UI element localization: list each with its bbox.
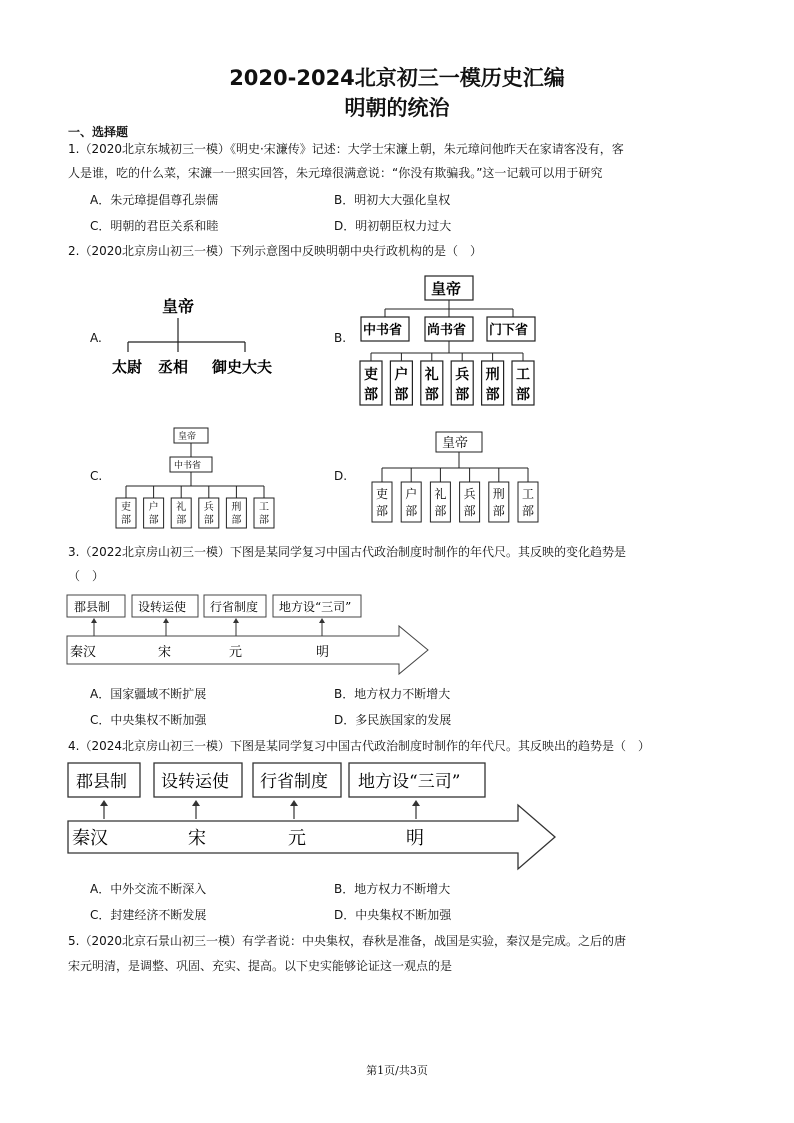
department-label: 刑 [492,487,505,501]
department-label: 部 [176,515,187,526]
q2-label-c: C. [90,469,103,483]
diagram-d [366,430,546,530]
q1-option-d: D．明初朝臣权力过大 [334,219,452,233]
department-label: 吏 [375,487,389,501]
department-label: 户 [394,367,409,383]
q1-option-a: A．朱元璋提倡尊孔崇儒 [90,193,219,207]
q3-timeline [66,594,436,676]
diagram-b-mid: 尚书省 [427,323,467,338]
q4-option-b: B．地方权力不断增大 [334,882,451,896]
department-label: 部 [521,504,535,518]
q1-option-b: B．明初大大强化皇权 [334,193,451,207]
department-label: 吏 [121,502,131,513]
department-label: 刑 [485,367,500,383]
department-label: 部 [405,504,418,518]
q3-option-a: A．国家疆域不断扩展 [90,687,207,701]
q2-label-d: D. [334,469,348,483]
department-label: 吏 [364,367,378,383]
department-label: 部 [516,387,530,403]
q4-box: 行省制度 [260,772,328,792]
diagram-a-node: 太尉 [112,358,143,376]
department-label: 户 [405,487,418,501]
diagram-c-mid: 中书省 [174,461,202,471]
department-label: 部 [455,387,470,403]
department-label: 部 [485,387,500,403]
q3-era: 元 [229,645,243,660]
q4-stem: 4.（2024北京房山初三一模）下图是某同学复习中国古代政治制度时制作的年代尺。其反映出的趋势是（ ） [68,739,650,753]
diagram-b-mid: 中书省 [363,323,403,338]
department-label: 工 [521,487,535,501]
q4-option-d: D．中央集权不断加强 [334,908,452,922]
q3-stem: 3.（2022北京房山初三一模）下图是某同学复习中国古代政治制度时制作的年代尺。其反映的变化趋势是 [68,545,626,559]
department-label: 礼 [424,367,439,383]
q4-timeline [66,761,562,871]
diagram-c [112,426,282,530]
q4-era: 宋 [188,828,206,849]
department-label: 工 [516,367,530,383]
q1-line1: 1.（2020北京东城初三一模）《明史·宋濂传》记述：大学士宋濂上朝，朱元璋问他昨天在家请客没有，客 [68,142,624,156]
department-label: 部 [463,504,476,518]
diagram-b-mid: 门下省 [489,323,529,338]
q3-option-b: B．地方权力不断增大 [334,687,451,701]
diagram-b-top: 皇帝 [431,280,462,298]
q3-box: 行省制度 [210,600,259,614]
department-label: 刑 [231,502,242,513]
q4-box: 地方设“三司” [358,772,461,792]
q3-stem-paren: （ ） [68,569,105,583]
q4-option-a: A．中外交流不断深入 [90,882,207,896]
department-label: 部 [231,515,242,526]
q2-label-a: A. [90,331,102,345]
q4-era: 元 [288,828,306,849]
q3-box: 地方设“三司” [279,600,352,614]
section-heading: 一、选择题 [68,125,129,139]
page-title: 2020-2024北京初三一模历史汇编 [229,66,565,90]
diagram-a-node: 御史大夫 [212,358,273,376]
department-label: 户 [148,502,159,513]
diagram-a [100,290,300,380]
q3-era: 明 [316,645,330,660]
page-subtitle: 明朝的统治 [344,96,450,120]
department-label: 部 [492,504,505,518]
q4-box: 设转运使 [161,772,229,792]
department-label: 兵 [203,502,214,513]
department-label: 礼 [176,502,187,513]
q4-era: 明 [406,828,424,849]
department-label: 部 [424,387,439,403]
page-footer: 第1页/共3页 [366,1064,428,1077]
q4-option-c: C．封建经济不断发展 [90,908,207,922]
department-label: 礼 [434,487,447,501]
q5-line2: 宋元明清，是调整、巩固、充实、提高。以下史实能够论证这一观点的是 [68,959,453,973]
department-label: 工 [259,502,269,513]
q3-option-c: C．中央集权不断加强 [90,713,207,727]
q4-box: 郡县制 [76,772,127,792]
q5-line1: 5.（2020北京石景山初三一模）有学者说：中央集权，春秋是准备，战国是实验，秦汉是完成。之后的唐 [68,934,626,948]
diagram-a-node: 丞相 [158,358,189,376]
q3-era: 宋 [158,645,172,660]
department-label: 部 [434,504,447,518]
department-label: 部 [259,515,269,526]
q1-line2: 人是谁，吃的什么菜，宋濂一一照实回答，朱元璋很满意说：“你没有欺骗我。”这一记载可以用于研究 [68,166,603,180]
department-label: 部 [121,515,131,526]
department-label: 部 [148,515,159,526]
q3-era: 秦汉 [70,645,97,660]
department-label: 部 [394,387,409,403]
department-label: 部 [364,387,378,403]
department-label: 兵 [455,367,470,383]
department-label: 部 [375,504,389,518]
q4-era: 秦汉 [72,828,108,849]
diagram-c-top: 皇帝 [178,432,197,442]
department-label: 部 [203,515,214,526]
department-label: 兵 [463,487,476,501]
q3-box: 郡县制 [74,600,111,614]
q2-stem: 2.（2020北京房山初三一模）下列示意图中反映明朝中央行政机构的是（ ） [68,244,482,258]
q3-option-d: D．多民族国家的发展 [334,713,452,727]
diagram-b [355,273,545,408]
q1-option-c: C．明朝的君臣关系和睦 [90,219,219,233]
q3-box: 设转运使 [138,600,187,614]
diagram-d-top: 皇帝 [442,436,469,451]
q2-label-b: B. [334,331,347,345]
diagram-a-top: 皇帝 [162,297,195,316]
